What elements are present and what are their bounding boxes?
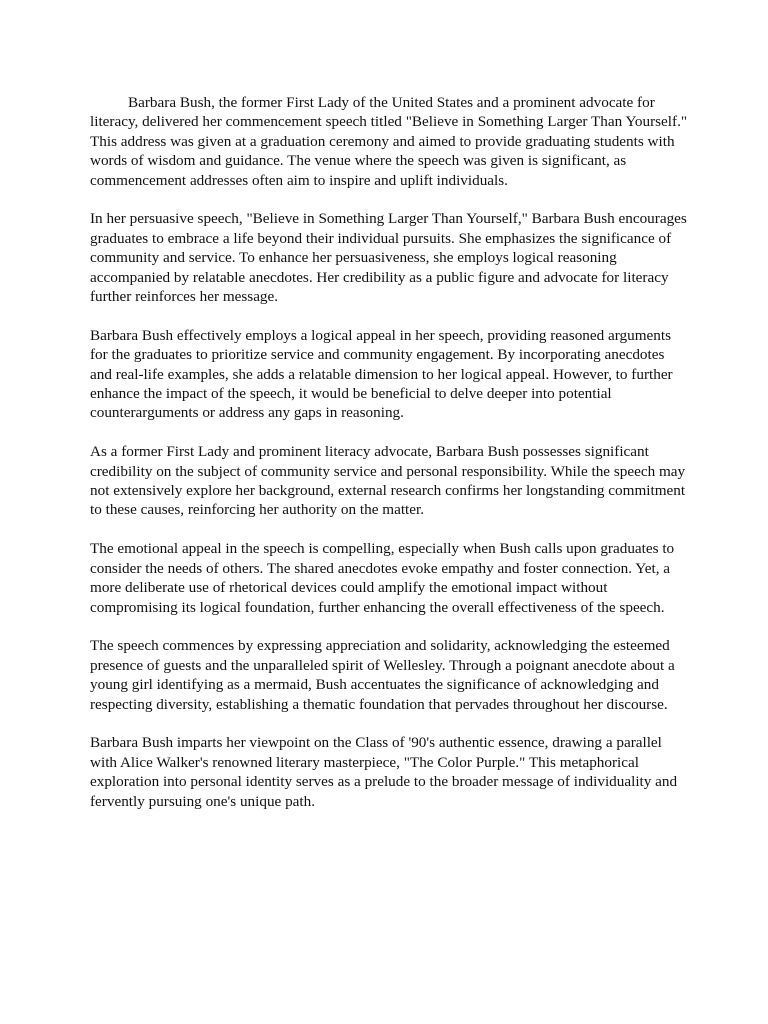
paragraph-class-of-90: Barbara Bush imparts her viewpoint on the Class of '90's authentic essence, drawing a parallel with Alice Walker's renowned literary masterpiece, "The Color Purple." This metaphorical exploration into personal identity serves as a prelude to the broader message of individuality and fervently pursuing one's unique path. bbox=[90, 734, 678, 810]
paragraph-logos: Barbara Bush effectively employs a logical appeal in her speech, providing reasoned arguments for the graduates to prioritize service and community engagement. By incorporating anecdotes and real-life examples, she adds a relatable dimension to her logical appeal. However, to further enhance the impact of the speech, it would be beneficial to delve deeper into potential counterarguments or address any gaps in reasoning. bbox=[90, 326, 673, 422]
paragraph-pathos: The emotional appeal in the speech is compelling, especially when Bush calls upon graduates to consider the needs of others. The shared anecdotes evoke empathy and foster connection. Yet, a more deliberate use of rhetorical devices could amplify the emotional impact without compromising its logical foundation, further enhancing the overall effectiveness of the speech. bbox=[90, 540, 675, 616]
paragraph-ethos: As a former First Lady and prominent literacy advocate, Barbara Bush possesses significant credibility on the subject of community service and personal responsibility. While the speech may not extensively explore her background, external research confirms her longstanding commitment to these causes, reinforcing her authority on the matter. bbox=[90, 443, 686, 519]
paragraph-intro: Barbara Bush, the former First Lady of the United States and a prominent advocate for literacy, delivered her commencement speech titled "Believe in Something Larger Than Yourself." This address was given at a graduation ceremony and aimed to provide graduating students with words of wisdom and guidance. The venue where the speech was given is significant, as commencement addresses often aim to inspire and uplift individuals. bbox=[90, 94, 688, 189]
paragraph-thesis: In her persuasive speech, "Believe in Something Larger Than Yourself," Barbara Bush encourages graduates to embrace a life beyond their individual pursuits. She emphasizes the significance of community and service. To enhance her persuasiveness, she employs logical reasoning accompanied by relatable anecdotes. Her credibility as a public figure and advocate for literacy further reinforces her message. bbox=[90, 210, 687, 306]
document-body bbox=[90, 93, 690, 830]
paragraph-opening-analysis: The speech commences by expressing appreciation and solidarity, acknowledging the esteemed presence of guests and the unparalleled spirit of Wellesley. Through a poignant anecdote about a young girl identifying as a mermaid, Bush accentuates the significance of acknowledging and respecting diversity, establishing a thematic foundation that pervades throughout her discourse. bbox=[90, 637, 675, 713]
